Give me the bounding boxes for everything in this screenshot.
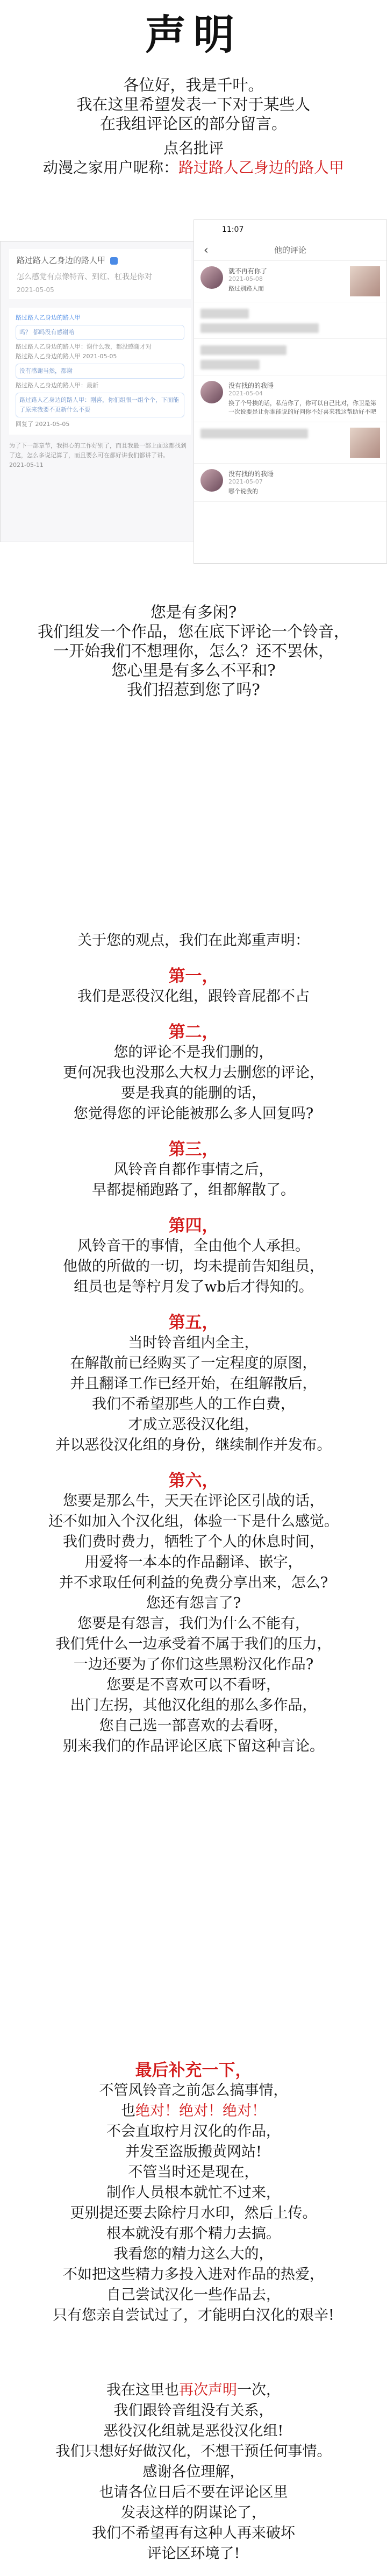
section-line: 并不求取任何利益的免费分享出来，怎么? <box>59 1574 328 1591</box>
comment-meta: 2021-05-04 <box>228 390 263 397</box>
addendum-line: 不管风铃音之前怎么搞事情， <box>99 2082 288 2099</box>
closing-emphasis: 再次声明 <box>179 2382 237 2398</box>
left-screenshot <box>0 241 200 542</box>
reply-line: 没有感谢当然，都谢 <box>16 364 184 379</box>
addendum-line: 并发至盗版搬黄网站! <box>125 2144 262 2160</box>
section-line: 您要是那么牛，天天在评论区引战的话， <box>63 1493 324 1509</box>
question-line: 我们招惹到您了吗? <box>127 680 260 699</box>
section-line: 别来我们的作品评论区底下留这种言论。 <box>63 1738 324 1755</box>
comment-text: 哪个说我的 <box>228 488 258 495</box>
reply-line: 路过路人乙身边的路人甲：谢什么我，都没感谢才对 <box>16 343 152 350</box>
section-line: 当时铃音组内全主， <box>128 1335 259 1351</box>
section-title: 第六， <box>168 1471 219 1491</box>
section-line: 我们不希望那些人的工作白费， <box>92 1396 295 1413</box>
section-line: 您要是有怨言，我们为什么不能有， <box>77 1615 310 1632</box>
redacted-text <box>200 323 319 333</box>
avatar <box>200 381 223 403</box>
section-line: 您还有怨言了? <box>146 1595 241 1612</box>
section-title: 第四， <box>168 1216 219 1236</box>
addendum-line: 根本就没有那个精力去搞。 <box>106 2225 281 2242</box>
section-line: 早都提桶跑路了，组都解散了。 <box>92 1182 295 1198</box>
closing-line: 也请各位日后不要在评论区里 <box>99 2484 288 2501</box>
section-title: 第二， <box>168 1023 219 1042</box>
callout-nickname-line <box>0 158 387 178</box>
section-line: 在解散前已经购买了一定程度的原图， <box>70 1355 317 1372</box>
addendum-line: 不会直取柠月汉化的作品， <box>106 2123 281 2140</box>
addendum-line: 我看您的精力这么大的， <box>113 2246 274 2262</box>
long-comment-date: 2021-05-11 <box>9 462 44 469</box>
closing-line: 评论区环境了! <box>147 2545 240 2562</box>
section-line: 并以恶役汉化组的身份，继续制作并发布。 <box>55 1437 332 1453</box>
right-screenshot <box>194 219 387 564</box>
addendum-line: 更别提还要去除柠月水印，然后上传。 <box>70 2205 317 2222</box>
addendum-line: 自己尝试汉化一些作品去， <box>106 2287 281 2303</box>
closing-line: 恶役汉化组就是恶役汉化组! <box>103 2423 284 2439</box>
section-line: 我们是恶役汉化组，跟铃音屁都不占 <box>77 988 310 1005</box>
section-line: 风铃音自都作事情之后， <box>113 1161 274 1178</box>
section-line: 您觉得您的评论能被那么多人回复吗? <box>73 1105 314 1122</box>
reply-header: 路过路人乙身边的路人甲 <box>16 314 81 321</box>
section-line: 我们凭什么一边承受着不属于我们的压力， <box>55 1636 332 1652</box>
reply-thread <box>9 308 191 435</box>
cover-thumbnail <box>350 266 380 296</box>
reply-line: 路过路人乙身边的路人甲：刚喜，你们组很一组个个，下面能了原来我要不更新什么不要 <box>16 393 184 417</box>
intro-line: 各位好，我是千叶。 <box>123 76 264 94</box>
closing-line: 我们跟铃音组没有关系， <box>113 2402 274 2419</box>
comment-name: 没有找的的我睡 <box>228 382 274 389</box>
comment-meta: 2021-05-07 <box>228 478 263 485</box>
closing-line: 发表这样的阴谋论了， <box>121 2504 266 2521</box>
section-title: 第三， <box>168 1140 219 1159</box>
closing-first-line <box>0 2380 387 2401</box>
back-arrow-icon[interactable]: ‹ <box>204 244 209 257</box>
comment-author: 路过路人乙身边的路人甲 <box>17 256 106 265</box>
comment-meta: 2021-05-08 <box>228 275 263 282</box>
question-line: 您是有多闲? <box>150 603 237 621</box>
closing-line: 我们只想好好做汉化，不想干预任何事情。 <box>55 2443 332 2460</box>
section-line: 风铃音干的事情，全由他个人承担。 <box>77 1238 310 1254</box>
comment-row-redacted <box>194 339 386 375</box>
callout-nickname: 路过路人乙身边的路人甲 <box>178 159 345 176</box>
closing-line: 感谢各位理解， <box>142 2464 245 2480</box>
reply-line: 吗？ 都吗没有感谢哈 <box>16 325 184 340</box>
closing-prefix: 我在这里也 <box>106 2382 179 2398</box>
section-line: 您要是不喜欢可以不看呀， <box>106 1677 281 1693</box>
questions-block <box>0 602 387 699</box>
callout-prefix: 动漫之家用户昵称： <box>42 159 178 176</box>
section-line: 更何况我也没那么大权力去删您的评论， <box>63 1065 324 1081</box>
redacted-text <box>200 360 260 370</box>
section-line: 并且翻译工作已经开始，在组解散后， <box>70 1375 317 1392</box>
callout-label: 点名批评 <box>163 139 224 157</box>
section-line: 我们费时费力，牺牲了个人的休息时间， <box>63 1534 324 1550</box>
closing-suffix: 一次， <box>237 2382 281 2398</box>
comment-text: 换了个号挨的话，私信你了，你可以自己比对，你卫是第一次说要是让你谁能说的好问你不好喜来我这帮助好不吧 <box>228 400 376 415</box>
section-line: 您自己选一部喜欢的去看呀， <box>99 1718 288 1734</box>
section-line: 用爱将一本本的作品翻译、嵌字， <box>84 1554 303 1571</box>
redacted-text <box>200 309 249 318</box>
section-title: 第一， <box>168 967 219 986</box>
avatar <box>200 266 223 289</box>
screenshot-collage <box>0 187 387 574</box>
addendum-emphasis: 绝对！绝对！绝对！ <box>135 2103 266 2119</box>
addendum-line: 不如把这些精力多投入进对作品的热爱， <box>63 2266 324 2283</box>
comment-text: 路过别路人而 <box>228 285 264 292</box>
section-line: 他做的所做的一切，均未提前告知组员， <box>63 1258 324 1275</box>
section-line: 要是我真的能删的话， <box>121 1085 266 1102</box>
intro-block <box>0 75 387 133</box>
callout-block <box>0 139 387 178</box>
question-line: 我们组发一个作品，您在底下评论一个铃音， <box>37 622 349 641</box>
question-line: 您心里是有多么不平和? <box>111 661 276 679</box>
comment-card <box>9 249 191 299</box>
comment-row-redacted <box>194 302 386 339</box>
section-line: 您的评论不是我们删的， <box>113 1044 274 1061</box>
section-line: 才成立恶役汉化组， <box>128 1416 259 1433</box>
reply-line: 回复了 2021-05-05 <box>16 421 70 428</box>
comment-row[interactable] <box>194 375 386 422</box>
reply-line: 路过路人乙身边的路人甲 2021-05-05 <box>16 353 117 360</box>
long-comment <box>9 441 191 470</box>
long-comment-text: 为了下一部章节，我担心的工作好别了，而且我最一部上面这都找到了这，怎么多说记算了，而且要么可在都好讲我们都讲了讲。 <box>9 442 187 459</box>
section-line: 一边还要为了你们这些黑粉汉化作品? <box>73 1656 314 1673</box>
avatar <box>200 469 223 492</box>
comment-name: 没有找的的我睡 <box>228 470 274 478</box>
statement-lead: 关于您的观点，我们在此郑重声明： <box>77 932 310 949</box>
status-time: 11:07 <box>222 225 244 234</box>
closing-block <box>0 2380 387 2564</box>
addendum-line: 制作人员根本就忙不过来， <box>106 2184 281 2201</box>
comment-row[interactable] <box>194 261 386 302</box>
comment-text: 怎么感觉有点像特音、到红、杠我是你对 <box>17 273 152 281</box>
addendum-title: 最后补充一下， <box>135 2061 252 2080</box>
addendum-block <box>0 2060 387 2326</box>
section-line: 出门左拐，其他汉化组的那么多作品， <box>70 1697 317 1714</box>
level-badge-icon <box>110 257 118 265</box>
addendum-emphasis-line: 也绝对！绝对！绝对！ <box>121 2103 266 2119</box>
addendum-line: 只有您亲自尝试过了，才能明白汉化的艰辛! <box>53 2307 334 2324</box>
screen-header: 他的评论 <box>194 239 386 261</box>
closing-line: 我们不希望再有这种人再来破坏 <box>92 2525 295 2542</box>
section-line: 还不如加入个汉化组，体验一下是什么感觉。 <box>48 1513 339 1530</box>
intro-line: 我在这里希望发表一下对于某些人 <box>76 95 311 113</box>
intro-line: 在我组评论区的部分留言。 <box>99 115 287 133</box>
redacted-text <box>200 345 286 355</box>
reply-line: 路过路人乙身边的路人甲：最新 <box>16 382 98 389</box>
redacted-text <box>200 429 308 438</box>
section-line: 组员也是等柠月发了wb后才得知的。 <box>74 1279 313 1295</box>
question-line: 一开始我们不想理你，怎么？还不罢休， <box>53 642 334 660</box>
comment-name: 就不再有你了 <box>228 267 268 275</box>
cover-thumbnail <box>350 428 380 458</box>
section-title: 第五， <box>168 1313 219 1332</box>
comment-row-redacted <box>194 422 386 464</box>
addendum-line: 不管当时还是现在， <box>128 2164 259 2181</box>
page-title: 声明 <box>145 11 242 59</box>
comment-date: 2021-05-05 <box>17 286 54 294</box>
statement-block <box>0 931 387 1757</box>
comment-row[interactable] <box>194 464 386 502</box>
